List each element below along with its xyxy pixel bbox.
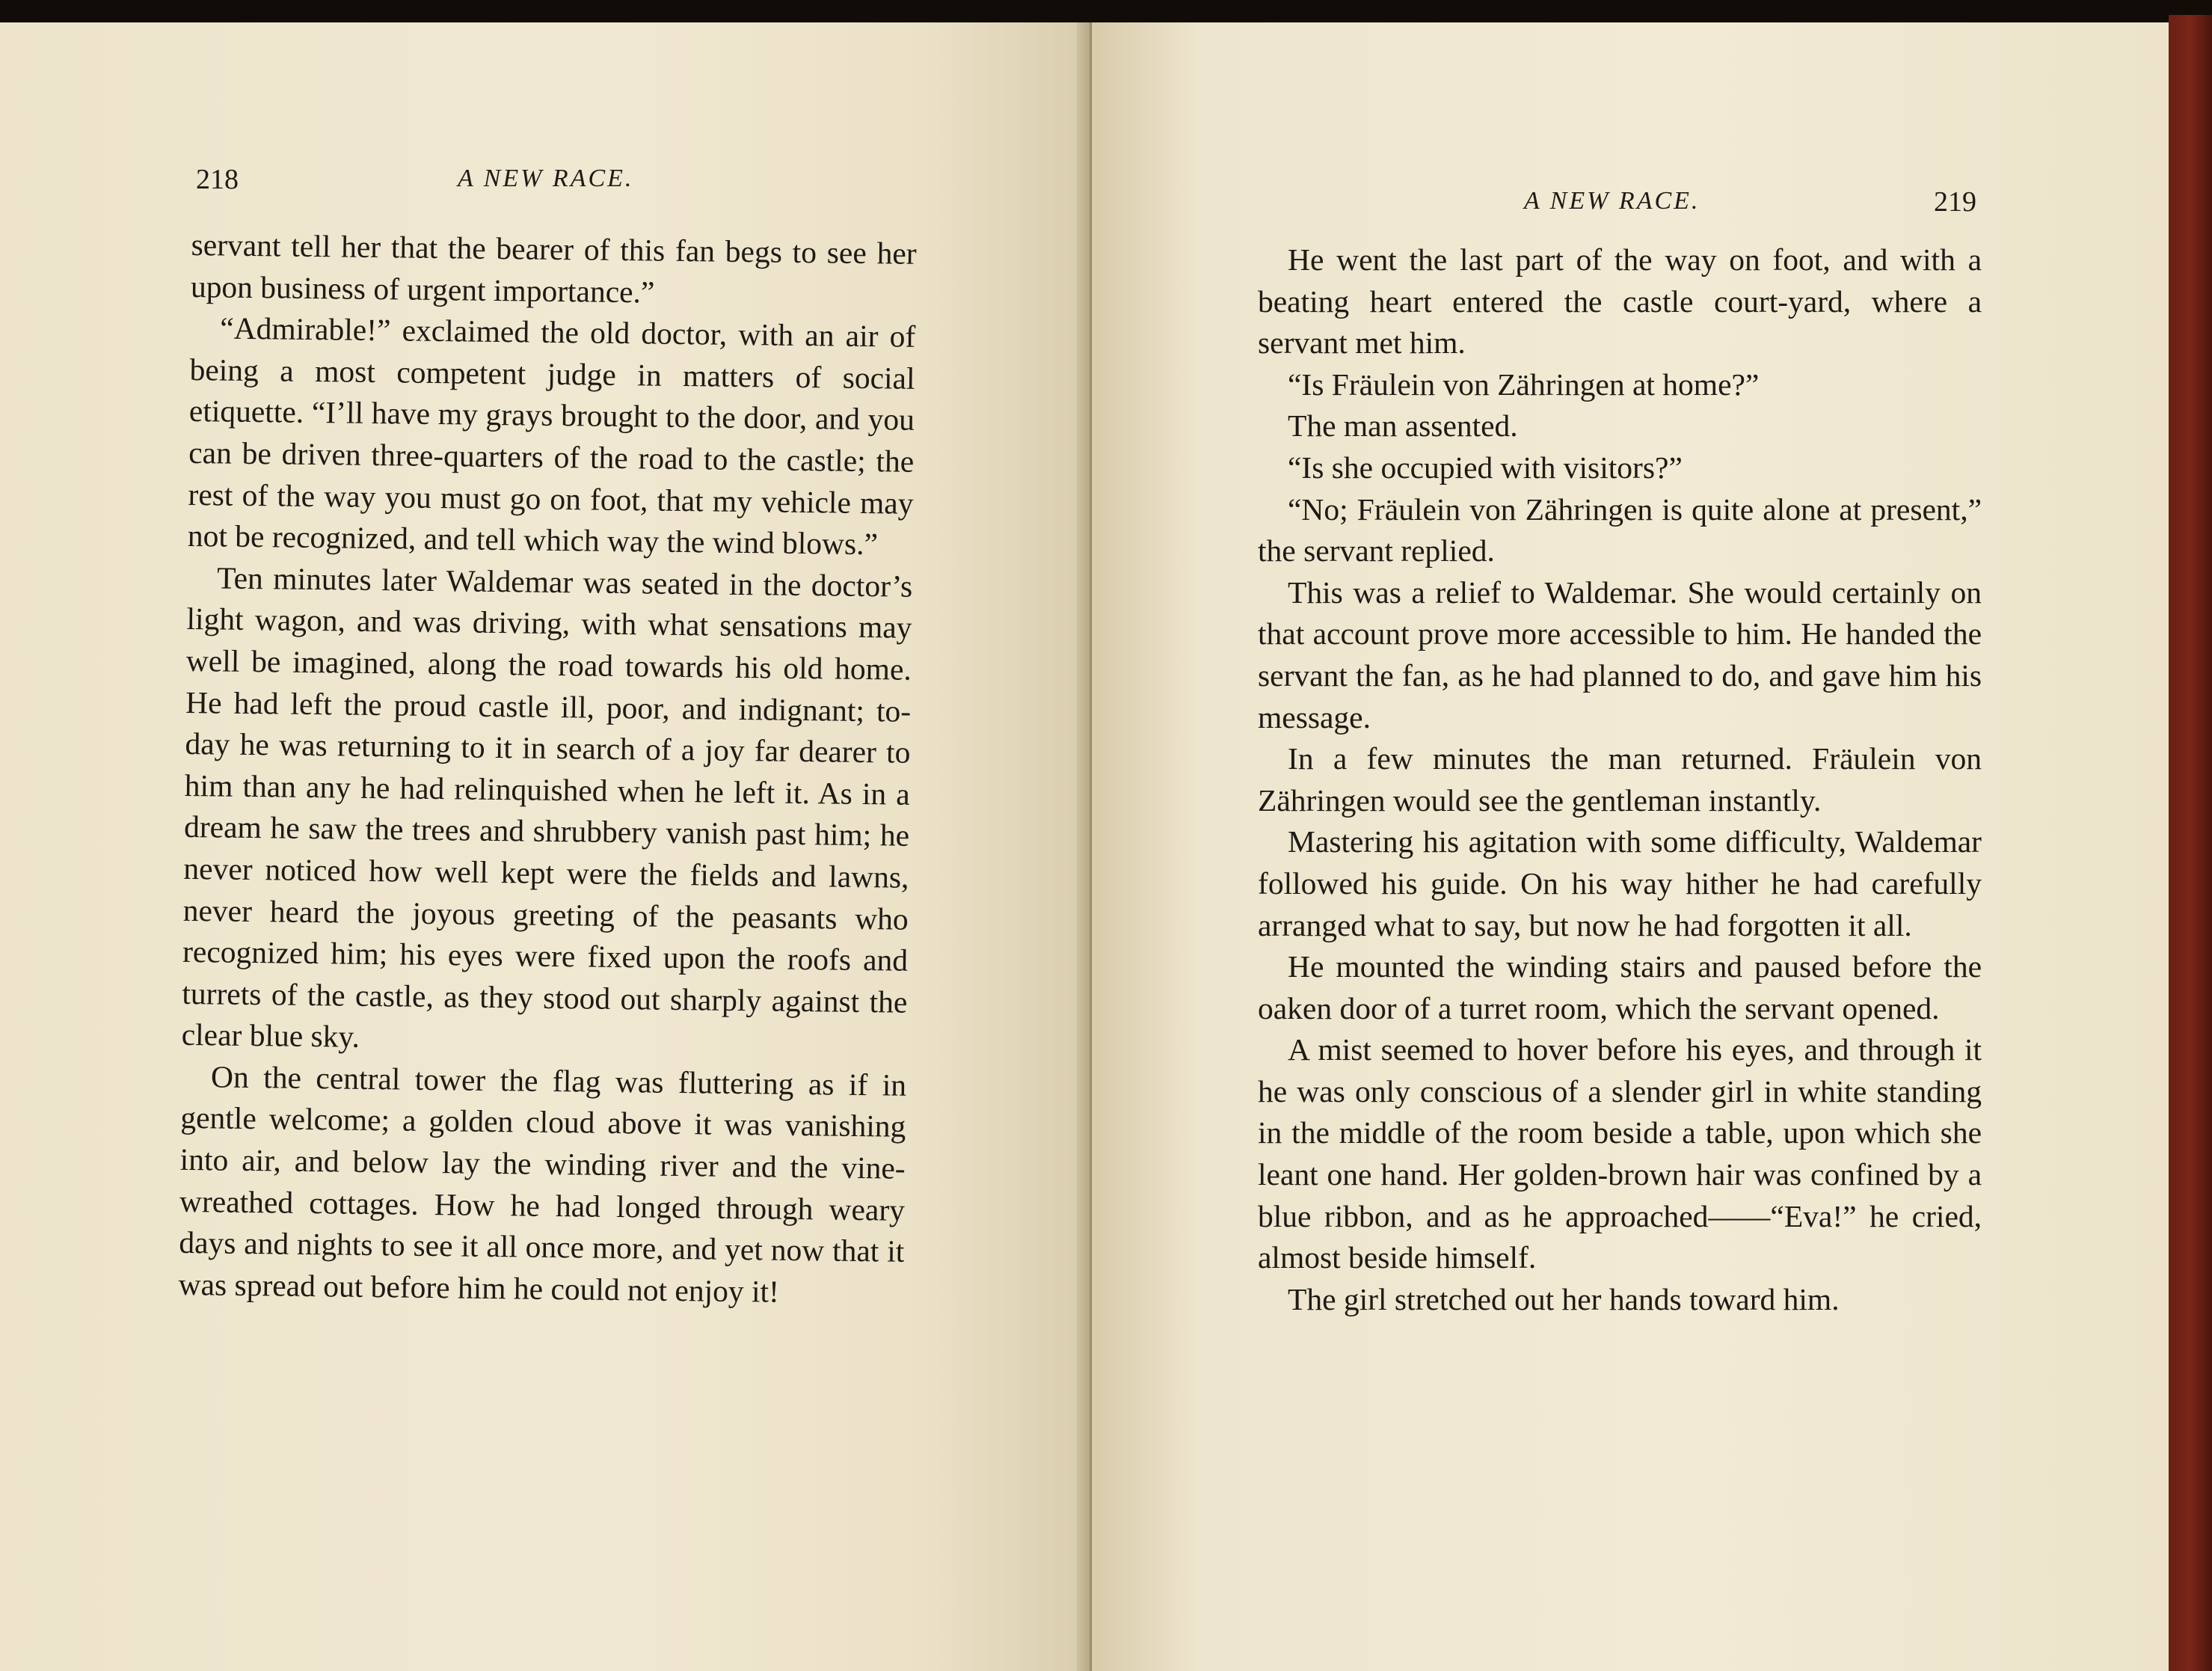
paragraph: “Is Fräulein von Zähringen at home?” (1288, 367, 1760, 402)
paragraph: A mist seemed to hover before his eyes, and through it he was only conscious of a slender girl in white standing in the middle of the room beside a table, upon which she leant one hand. Her golden-brown hair was confined by a blue ribbon, and as he approached——“Eva!” he cried, almost beside himself. (1258, 1032, 1982, 1275)
paragraph: The girl stretched out her hands toward him. (1288, 1281, 1840, 1316)
paragraph: He mounted the winding stairs and paused before the oaken door of a turret room, which the servant opened. (1258, 949, 1982, 1025)
left-page (0, 22, 1088, 1671)
paragraph: He went the last part of the way on foot, and with a beating heart entered the castle court-yard, where a servant met him. (1258, 242, 1982, 361)
right-page-number: 219 (1934, 186, 1976, 218)
book-top-edge (0, 0, 2212, 25)
right-page-text (1258, 239, 1982, 1320)
paragraph: “Is she occupied with visitors?” (1288, 450, 1683, 485)
right-page (1092, 22, 2169, 1671)
paragraph: servant tell her that the bearer of this fan begs to see her upon business of urgent importance.” (190, 227, 917, 310)
left-page-text (178, 224, 917, 1314)
left-running-head: A NEW RACE. (458, 165, 634, 192)
paragraph: On the central tower the flag was fluttering as if in gentle welcome; a golden cloud above it was vanishing into air, and below lay the winding river and the vine-wreathed cottages. How he had longed through weary days and nights to see it all once more, and yet now that it was spread out before him he could not enjoy it! (178, 1059, 907, 1309)
left-page-number: 218 (196, 164, 239, 195)
paragraph: “No; Fräulein von Zähringen is quite alone at present,” the servant replied. (1258, 491, 1982, 568)
paragraph: In a few minutes the man returned. Fräulein von Zähringen would see the gentleman instantly. (1258, 741, 1982, 818)
paragraph: The man assented. (1288, 408, 1518, 444)
paragraph: Ten minutes later Waldemar was seated in the doctor’s light wagon, and was driving, with what sensations may well be imagined, along the road towards his old home. He had left the proud castle ill, poor, and indignant; to-day he was returning to it in search of a joy far dearer to him than any he had relinquished when he left it. As in a dream he saw the trees and shrubbery vanish past him; he never noticed how well kept were the fields and lawns, never heard the joyous greeting of the peasants who recognized him; his eyes were fixed upon the roofs and turrets of the castle, as they stood out sharply against the clear blue sky. (181, 560, 913, 1055)
paragraph: This was a relief to Waldemar. She would certainly on that account prove more accessible to him. He handed the servant the fan, as he had planned to do, and gave him his message. (1258, 574, 1982, 735)
paragraph: “Admirable!” exclaimed the old doctor, with an air of being a most competent judge in matters of social etiquette. “I’ll have my grays brought to the door, and you can be driven three-quarters of the road to the castle; the rest of the way you must go on foot, that my vehicle may not be recognized, and tell which way the wind blows.” (187, 310, 916, 562)
right-running-head: A NEW RACE. (1524, 187, 1701, 215)
paragraph: Mastering his agitation with some difficulty, Waldemar followed his guide. On his way hither he had carefully arranged what to say, but now he had forgotten it all. (1258, 824, 1982, 942)
book-cover-edge (2169, 15, 2212, 1671)
